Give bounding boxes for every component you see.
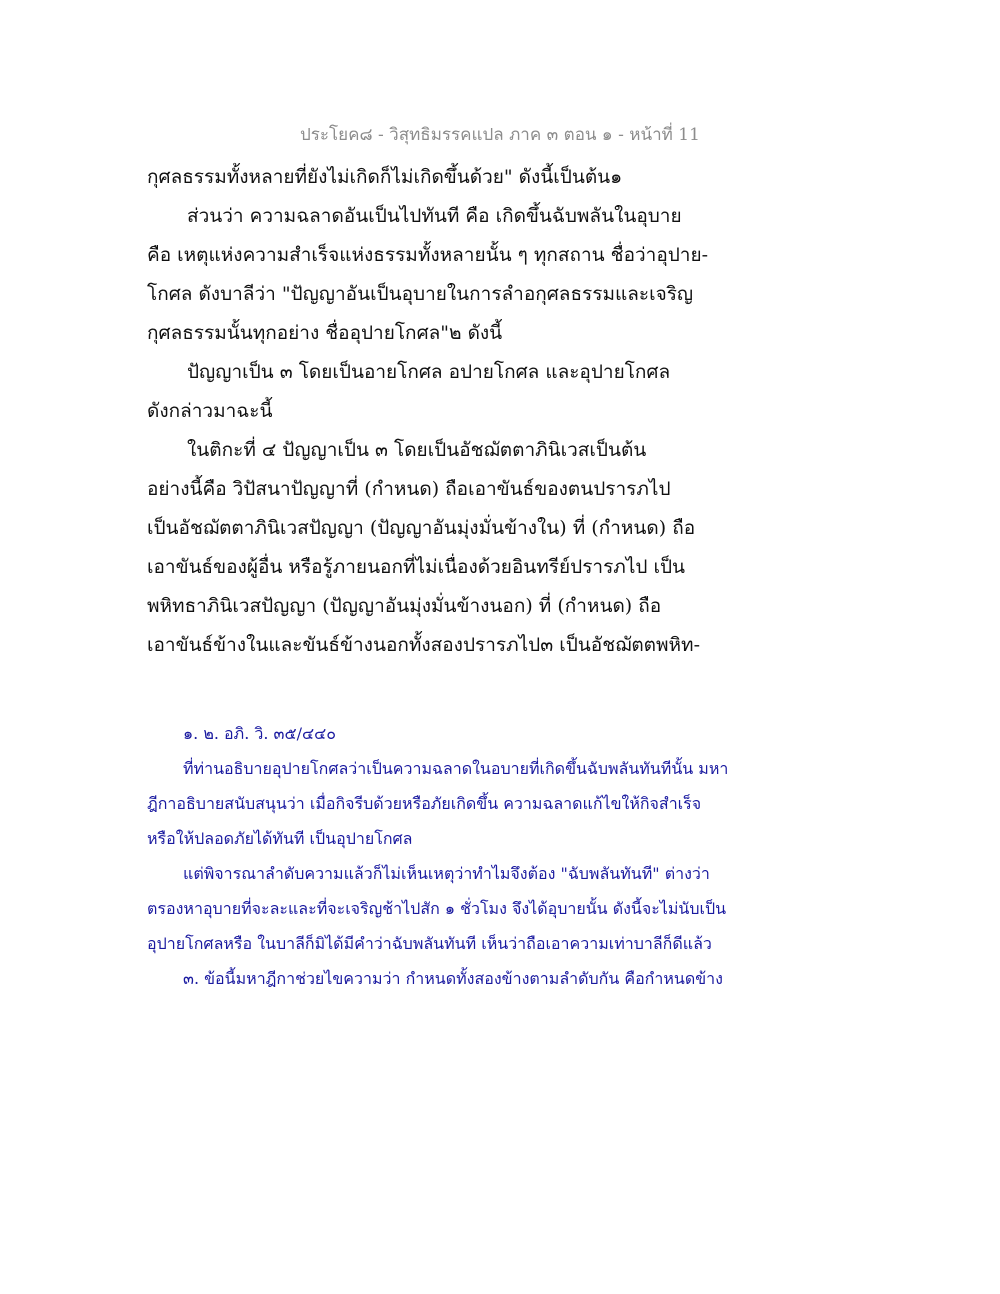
footnote-line: ๑. ๒. อภิ. วิ. ๓๕/๔๔๐ xyxy=(183,724,336,743)
footnote-line: ๓. ข้อนี้มหาฎีกาช่วยไขความว่า กำหนดทั้งสองข้างตามลำดับกัน คือกำหนดข้าง xyxy=(183,969,723,988)
body-line: พหิทธาภินิเวสปัญญา (ปัญญาอันมุ่งมั่นข้างนอก) ที่ (กำหนด) ถือ xyxy=(147,595,662,617)
footnote-line: ที่ท่านอธิบายอุปายโกศลว่าเป็นความฉลาดในอบายที่เกิดขึ้นฉับพลันทันทีนั้น มหา xyxy=(183,759,729,778)
footnote-line: อุปายโกศลหรือ ในบาลีก็มิได้มีคำว่าฉับพลันทันที เห็นว่าถือเอาความเท่าบาลีก็ดีแล้ว xyxy=(147,934,712,953)
body-line: กุศลธรรมทั้งหลายที่ยังไม่เกิดก็ไม่เกิดขึ้นด้วย" ดังนี้เป็นต้น๑ xyxy=(147,166,623,188)
body-line: ดังกล่าวมาฉะนี้ xyxy=(147,400,273,422)
body-line: คือ เหตุแห่งความสำเร็จแห่งธรรมทั้งหลายนั้น ๆ ทุกสถาน ชื่อว่าอุปาย- xyxy=(147,244,709,266)
body-line: ปัญญาเป็น ๓ โดยเป็นอายโกศล อปายโกศล และอุปายโกศล xyxy=(187,361,671,383)
body-line: กุศลธรรมนั้นทุกอย่าง ชื่ออุปายโกศล"๒ ดังนี้ xyxy=(147,322,503,344)
footnote-line: ตรองหาอุบายที่จะละและที่จะเจริญช้าไปสัก ๑ ชั่วโมง จึงได้อุบายนั้น ดังนี้จะไม่นับเป็น xyxy=(147,899,727,918)
footnote-line: แต่พิจารณาลำดับความแล้วก็ไม่เห็นเหตุว่าทำไมจึงต้อง "ฉับพลันทันที" ต่างว่า xyxy=(183,864,710,883)
footnotes xyxy=(147,716,867,996)
page-header: ประโยค๘ - วิสุทธิมรรคแปล ภาค ๓ ตอน ๑ - หน้าที่ 11 xyxy=(300,125,700,145)
body-line: เอาขันธ์ของผู้อื่น หรือรู้ภายนอกที่ไม่เนื่องด้วยอินทรีย์ปรารภไป เป็น xyxy=(147,556,686,578)
body-line: เป็นอัชฌัตตาภินิเวสปัญญา (ปัญญาอันมุ่งมั่นข้างใน) ที่ (กำหนด) ถือ xyxy=(147,517,696,539)
body-line: ส่วนว่า ความฉลาดอันเป็นไปทันที คือ เกิดขึ้นฉับพลันในอุบาย xyxy=(187,205,682,227)
body-line: อย่างนี้คือ วิปัสนาปัญญาที่ (กำหนด) ถือเอาขันธ์ของตนปรารภไป xyxy=(147,478,671,500)
body-line: โกศล ดังบาลีว่า "ปัญญาอันเป็นอุบายในการลำอกุศลธรรมและเจริญ xyxy=(147,283,694,305)
body-line: ในติกะที่ ๔ ปัญญาเป็น ๓ โดยเป็นอัชฌัตตาภินิเวสเป็นต้น xyxy=(187,439,647,461)
footnote-line: หรือให้ปลอดภัยได้ทันที เป็นอุปายโกศล xyxy=(147,829,413,848)
body-line: เอาขันธ์ข้างในและขันธ์ข้างนอกทั้งสองปรารภไป๓ เป็นอัชฌัตตพหิท- xyxy=(147,634,701,656)
footnote-line: ฎีกาอธิบายสนับสนุนว่า เมื่อกิจรีบด้วยหรือภัยเกิดขึ้น ความฉลาดแก้ไขให้กิจสำเร็จ xyxy=(147,794,702,813)
body-text xyxy=(147,158,847,665)
